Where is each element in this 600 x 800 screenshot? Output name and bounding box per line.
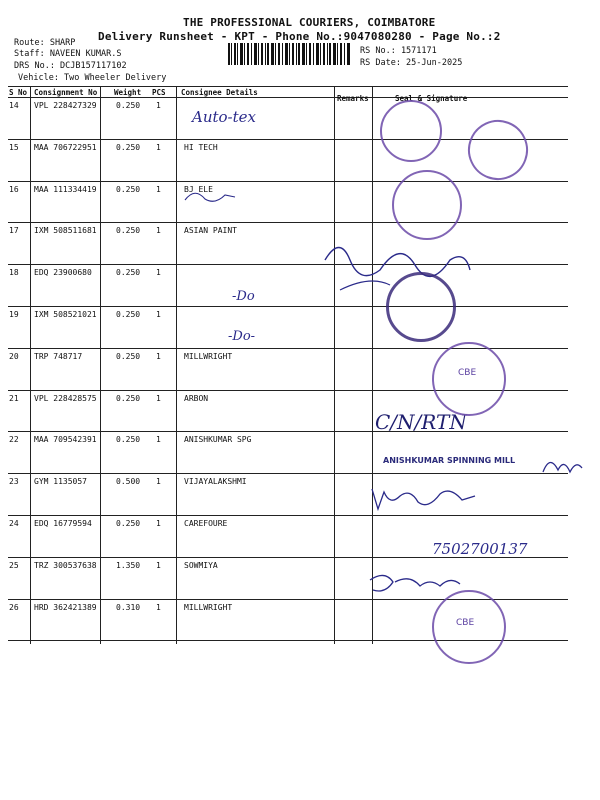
header-pcs: PCS <box>152 88 166 97</box>
cell-sno: 20 <box>9 351 19 361</box>
row-rule <box>8 431 568 432</box>
cell-consignee: SOWMIYA <box>184 560 218 570</box>
header-weight: Weight <box>114 88 142 97</box>
barcode-image <box>228 43 352 65</box>
vehicle-label: Vehicle: Two Wheeler Delivery <box>18 73 167 83</box>
cell-consignment: IXM 508511681 <box>34 226 97 236</box>
header-seal: Seal & Signature <box>395 94 468 103</box>
header-remarks: Remarks <box>337 94 369 103</box>
cell-weight: 0.250 <box>116 226 141 236</box>
staff-label: Staff: NAVEEN KUMAR.S <box>14 49 122 59</box>
seal-stamp <box>460 112 537 189</box>
seal-stamp <box>392 170 462 240</box>
signature-anishkumar <box>540 452 585 480</box>
row-rule <box>8 473 568 474</box>
cell-weight: 0.250 <box>116 351 141 361</box>
route-label: Route: SHARP <box>14 38 76 48</box>
seal-stamp <box>386 272 456 342</box>
cell-weight: 0.250 <box>116 519 141 528</box>
cell-sno: 25 <box>9 560 19 570</box>
cell-pcs: 1 <box>156 101 161 110</box>
col-rule <box>334 86 335 644</box>
cell-consignee: MILLWRIGHT <box>184 351 233 361</box>
cell-weight: 0.500 <box>116 477 141 487</box>
cell-consignee: ANISHKUMAR SPG <box>184 435 252 445</box>
cell-consignment: GYM 1135057 <box>34 477 87 487</box>
signature-vijaya <box>370 484 480 514</box>
cell-pcs: 1 <box>156 351 161 361</box>
cell-sno: 24 <box>9 519 19 528</box>
col-rule <box>176 86 177 644</box>
cell-weight: 0.250 <box>116 268 141 278</box>
row-rule <box>8 181 568 182</box>
cell-consignment: EDQ 16779594 <box>34 519 92 528</box>
row-rule <box>8 306 568 307</box>
cell-pcs: 1 <box>156 184 161 194</box>
cell-sno: 26 <box>9 602 19 612</box>
cell-weight: 0.250 <box>116 435 141 445</box>
cell-consignment: MAA 706722951 <box>34 142 97 152</box>
cell-consignee: CAREFOURE <box>184 519 228 528</box>
col-rule <box>30 86 31 644</box>
cell-consignee: VIJAYALAKSHMI <box>184 477 247 487</box>
cell-weight: 0.250 <box>116 184 141 194</box>
handwritten-auto-tex: Auto-tex <box>192 108 256 126</box>
seal-stamp <box>432 342 506 416</box>
anishkumar-stamp-text: ANISHKUMAR SPINNING MILL <box>383 456 516 465</box>
handwritten-do-2: -Do- <box>228 329 256 344</box>
header-sno: S No <box>9 88 28 97</box>
cell-pcs: 1 <box>156 393 161 403</box>
col-rule <box>372 86 373 644</box>
row-rule <box>8 222 568 223</box>
cell-pcs: 1 <box>156 310 161 319</box>
cell-weight: 0.250 <box>116 142 141 152</box>
rs-date: RS Date: 25-Jun-2025 <box>360 58 463 68</box>
cell-sno: 18 <box>9 268 19 278</box>
cell-consignment: VPL 228428575 <box>34 393 97 403</box>
runsheet-subtitle: Delivery Runsheet - KPT - Phone No.:9047080280 - Page No.:2 <box>98 30 501 43</box>
cell-weight: 0.250 <box>116 101 141 110</box>
header-consignment: Consignment No <box>34 88 98 97</box>
cell-consignment: EDQ 23900680 <box>34 268 92 278</box>
col-rule <box>100 86 101 644</box>
cell-consignment: IXM 508521021 <box>34 310 97 319</box>
seal-stamp <box>380 100 442 162</box>
cell-sno: 19 <box>9 310 19 319</box>
cell-consignee: ASIAN PAINT <box>184 226 237 236</box>
cell-consignment: HRD 362421389 <box>34 602 97 612</box>
cell-pcs: 1 <box>156 602 161 612</box>
stamp-cbe-2: CBE <box>456 618 475 628</box>
cell-consignment: VPL 228427329 <box>34 101 97 110</box>
stamp-cbe-1: CBE <box>458 368 477 378</box>
cell-weight: 1.350 <box>116 560 141 570</box>
cell-consignee: HI TECH <box>184 142 218 152</box>
cell-sno: 23 <box>9 477 19 487</box>
cell-pcs: 1 <box>156 142 161 152</box>
cell-sno: 22 <box>9 435 19 445</box>
cell-weight: 0.250 <box>116 310 141 319</box>
cell-pcs: 1 <box>156 226 161 236</box>
table-top-rule <box>8 86 568 87</box>
table-header-rule <box>8 97 568 98</box>
cell-pcs: 1 <box>156 477 161 487</box>
handwritten-cn-rtn: C/N/RTN <box>375 410 467 434</box>
company-title: THE PROFESSIONAL COURIERS, COIMBATORE <box>183 16 436 29</box>
header-consignee: Consignee Details <box>181 88 258 97</box>
cell-consignee: MILLWRIGHT <box>184 602 233 612</box>
cell-weight: 0.310 <box>116 602 141 612</box>
cell-weight: 0.250 <box>116 393 141 403</box>
cell-consignment: MAA 709542391 <box>34 435 97 445</box>
cell-pcs: 1 <box>156 560 161 570</box>
cell-consignee: BJ ELE <box>184 184 213 194</box>
cell-sno: 21 <box>9 393 19 403</box>
cell-sno: 15 <box>9 142 19 152</box>
cell-pcs: 1 <box>156 519 161 528</box>
cell-consignment: MAA 111334419 <box>34 184 97 194</box>
signature-bj <box>180 185 240 210</box>
cell-consignment: TRZ 300537638 <box>34 560 97 570</box>
handwritten-do-1: -Do <box>232 289 255 304</box>
row-rule <box>8 264 568 265</box>
cell-pcs: 1 <box>156 268 161 278</box>
cell-consignee: ARBON <box>184 393 209 403</box>
cell-pcs: 1 <box>156 435 161 445</box>
drs-label: DRS No.: DCJB157117102 <box>14 61 127 71</box>
cell-sno: 16 <box>9 184 19 194</box>
cell-sno: 17 <box>9 226 19 236</box>
handwritten-phone: 7502700137 <box>432 540 528 558</box>
rs-number: RS No.: 1571171 <box>360 46 437 56</box>
cell-sno: 14 <box>9 101 19 110</box>
cell-consignment: TRP 748717 <box>34 351 83 361</box>
row-rule <box>8 515 568 516</box>
